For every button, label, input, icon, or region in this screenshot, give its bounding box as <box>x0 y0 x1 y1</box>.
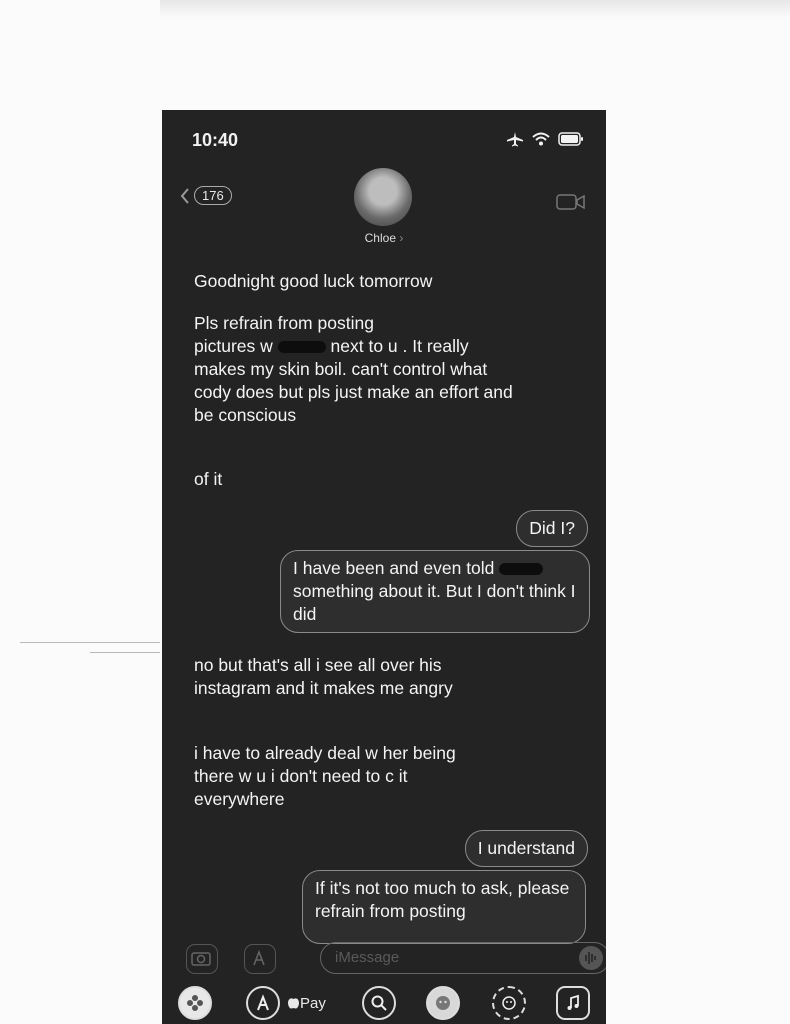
message-incoming[interactable]: of it <box>194 469 223 489</box>
search-web-icon[interactable] <box>362 986 396 1020</box>
status-time: 10:40 <box>192 130 239 150</box>
message-outgoing[interactable]: I have been and even told something about it. But I don't think I did <box>280 550 590 633</box>
message-outgoing[interactable]: If it's not too much to ask, please refrain from posting <box>302 870 586 944</box>
memoji-icon[interactable] <box>426 986 460 1020</box>
message-outgoing[interactable]: I understand <box>465 830 588 867</box>
contact-avatar[interactable] <box>354 168 412 226</box>
message-incoming[interactable]: no but that's all i see all over his instagram and it makes me angry <box>194 655 453 698</box>
animoji-icon[interactable] <box>492 986 526 1020</box>
music-icon[interactable] <box>556 986 590 1020</box>
back-chevron-icon <box>180 187 190 205</box>
redaction-mark <box>278 341 326 353</box>
unread-count-badge: 176 <box>194 186 232 205</box>
scan-artifact <box>90 652 160 653</box>
compose-bar <box>182 942 592 976</box>
app-drawer <box>162 986 606 1024</box>
camera-icon[interactable] <box>186 944 218 974</box>
message-incoming[interactable]: Pls refrain from posting pictures w next to u . It really makes my skin boil. can't control what cody does but pls just make an effort and be conscious <box>194 313 513 425</box>
airplane-icon <box>506 131 524 147</box>
video-call-icon[interactable] <box>556 192 586 212</box>
phone-screen <box>162 110 606 1024</box>
wifi-icon <box>532 132 550 146</box>
redaction-mark <box>499 563 543 575</box>
battery-icon <box>558 132 584 146</box>
apple-icon <box>288 995 299 1009</box>
scan-edge <box>160 0 790 18</box>
message-input[interactable]: iMessage <box>320 942 606 974</box>
message-outgoing[interactable]: Did I? <box>516 510 588 547</box>
photos-icon[interactable] <box>178 986 212 1020</box>
scan-artifact <box>20 642 160 643</box>
apps-icon[interactable] <box>244 944 276 974</box>
apple-pay-app[interactable]: Pay <box>300 995 326 1012</box>
app-store-icon[interactable] <box>246 986 280 1020</box>
message-incoming[interactable]: i have to already deal w her being there w u i don't need to c it everywhere <box>194 743 456 809</box>
back-button[interactable] <box>180 186 232 205</box>
contact-name[interactable]: Chloe › <box>364 231 404 245</box>
message-incoming[interactable]: Goodnight good luck tomorrow <box>194 271 433 291</box>
audio-icon[interactable] <box>578 945 604 971</box>
status-icons <box>506 131 584 147</box>
